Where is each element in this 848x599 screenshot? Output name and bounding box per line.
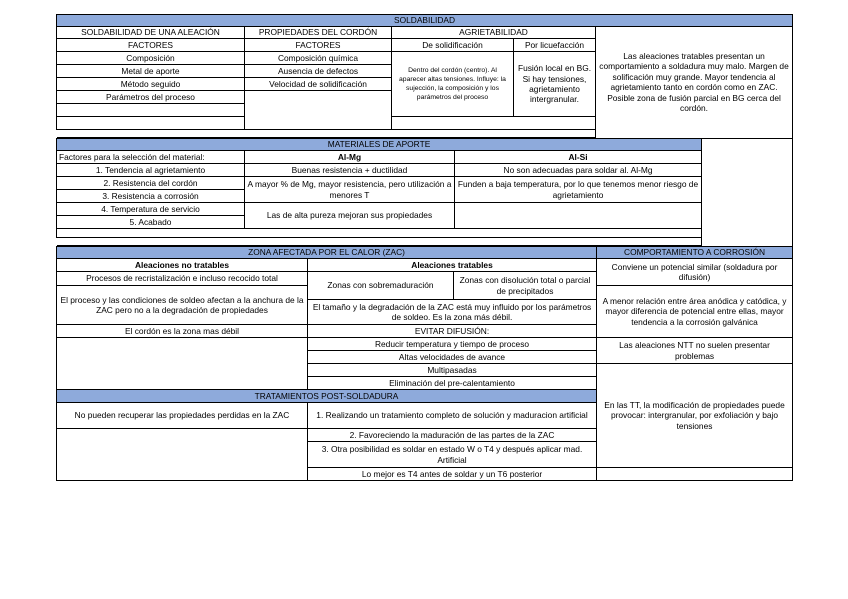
factores-label: FACTORES <box>245 39 392 52</box>
aleacion-factor: Método seguido <box>57 78 245 91</box>
aleacion-factor: Composición <box>57 52 245 65</box>
solidificacion-header: De solidificación <box>392 39 514 52</box>
evitar-item: Altas velocidades de avance <box>308 351 597 364</box>
tratamiento-item: 1. Realizando un tratamiento completo de solución y maduracion artificial <box>308 403 597 429</box>
no-tratables-cell: El proceso y las condiciones de soldeo afectan a la anchura de la ZAC pero no a la degradación de propiedades <box>57 286 308 325</box>
material-factor: 1. Tendencia al agrietamiento <box>57 164 245 177</box>
corrosion-note: Conviene un potencial similar (soldadura por difusión) <box>597 259 793 286</box>
empty-cell <box>57 429 308 481</box>
materiales-table <box>56 138 793 246</box>
disolucion-cell: Zonas con disolución total o parcial de precipitados <box>454 272 597 300</box>
spacer <box>57 130 596 138</box>
materiales-title: MATERIALES DE APORTE <box>57 139 702 151</box>
zac-title: ZONA AFECTADA POR EL CALOR (ZAC) <box>57 247 597 259</box>
tratamientos-left: No pueden recuperar las propiedades perdidas en la ZAC <box>57 403 308 429</box>
empty-cell <box>455 203 702 229</box>
empty-cell <box>245 91 392 130</box>
aleacion-factor: Parámetros del proceso <box>57 91 245 104</box>
tratamiento-item: 2. Favoreciendo la maduración de las partes de la ZAC <box>308 429 597 442</box>
zac-table <box>56 246 793 481</box>
almg-cell: Buenas resistencia + ductilidad <box>245 164 455 177</box>
sobremaduracion-cell: Zonas con sobremaduración <box>308 272 454 300</box>
empty-cell <box>702 139 793 246</box>
soldabilidad-side-note: Las aleaciones tratables presentan un comportamiento a soldadura muy malo. Margen de solificación muy grande. Mayor tendencia al agrietamiento tanto en cordón como en ZAC. Posible zona de fusión parcial en BG cerca del cordón. <box>596 27 793 138</box>
corrosion-title: COMPORTAMIENTO A CORROSIÓN <box>597 247 793 259</box>
corrosion-note: En las TT, la modificación de propiedades puede provocar: intergranular, por exfoliación y bajo tensiones <box>597 364 793 468</box>
aleacion-factor: Metal de aporte <box>57 65 245 78</box>
spacer <box>57 238 702 246</box>
no-tratables-cell: Procesos de recristalización e incluso recocido total <box>57 272 308 286</box>
almg-header: Al-Mg <box>245 151 455 164</box>
solidificacion-text: Dentro del cordón (centro). Al aparecer altas tensiones. Influye: la sujección, la composición y los parámetros del proceso <box>392 52 514 117</box>
no-tratables-header: Aleaciones no tratables <box>57 259 308 272</box>
no-tratables-cell: El cordón es la zona mas débil <box>57 325 308 338</box>
corrosion-note: Las aleaciones NTT no suelen presentar problemas <box>597 338 793 364</box>
empty-cell <box>392 117 596 130</box>
evitar-difusion-label: EVITAR DIFUSIÓN: <box>308 325 597 338</box>
empty-cell <box>57 104 245 117</box>
almg-cell: A mayor % de Mg, mayor resistencia, pero utilización a menores T <box>245 177 455 203</box>
corrosion-note: A menor relación entre área anódica y catódica, y mayor diferencia de potencial entre ellas, mayor tendencia a la corrosión galvánica <box>597 286 793 338</box>
evitar-item: Multipasadas <box>308 364 597 377</box>
factores-seleccion-label: Factores para la selección del material: <box>57 151 245 164</box>
cordon-factor: Ausencia de defectos <box>245 65 392 78</box>
cordon-factor: Velocidad de solidificación <box>245 78 392 91</box>
cordon-factor: Composición química <box>245 52 392 65</box>
soldabilidad-title: SOLDABILIDAD <box>57 15 793 27</box>
agrietabilidad-header: AGRIETABILIDAD <box>392 27 596 39</box>
alsi-header: Al-Si <box>455 151 702 164</box>
material-factor: 4. Temperatura de servicio <box>57 203 245 216</box>
tratamientos-title: TRATAMIENTOS POST-SOLDADURA <box>57 390 597 403</box>
evitar-item: Eliminación del pre-calentamiento <box>308 377 597 390</box>
propiedades-cordon-header: PROPIEDADES DEL CORDÓN <box>245 27 392 39</box>
evitar-item: Reducir temperatura y tiempo de proceso <box>308 338 597 351</box>
tratables-header: Aleaciones tratables <box>308 259 597 272</box>
tratamiento-item: Lo mejor es T4 antes de soldar y un T6 posterior <box>308 468 597 481</box>
tratamiento-item: 3. Otra posibilidad es soldar en estado W o T4 y después aplicar mad. Artificial <box>308 442 597 468</box>
tamano-cell: El tamaño y la degradación de la ZAC está muy influido por los parámetros de soldeo. Es la zona más débil. <box>308 300 597 325</box>
alsi-cell: Funden a baja temperatura, por lo que tenemos menor riesgo de agrietamiento <box>455 177 702 203</box>
soldabilidad-table <box>56 14 793 138</box>
empty-cell <box>57 338 308 390</box>
material-factor: 3. Resistencia a corrosión <box>57 190 245 203</box>
empty-cell <box>57 117 245 130</box>
alsi-cell: No son adecuadas para soldar al. Al-Mg <box>455 164 702 177</box>
licuefaccion-text: Fusión local en BG. Si hay tensiones, agrietamiento intergranular. <box>514 52 596 117</box>
empty-cell <box>597 468 793 481</box>
material-factor: 5. Acabado <box>57 216 245 229</box>
soldabilidad-aleacion-header: SOLDABILIDAD DE UNA ALEACIÓN <box>57 27 245 39</box>
factores-label: FACTORES <box>57 39 245 52</box>
almg-cell: Las de alta pureza mejoran sus propiedades <box>245 203 455 229</box>
spreadsheet <box>56 14 792 481</box>
empty-cell <box>57 229 702 238</box>
material-factor: 2. Resistencia del cordón <box>57 177 245 190</box>
licuefaccion-header: Por licuefacción <box>514 39 596 52</box>
